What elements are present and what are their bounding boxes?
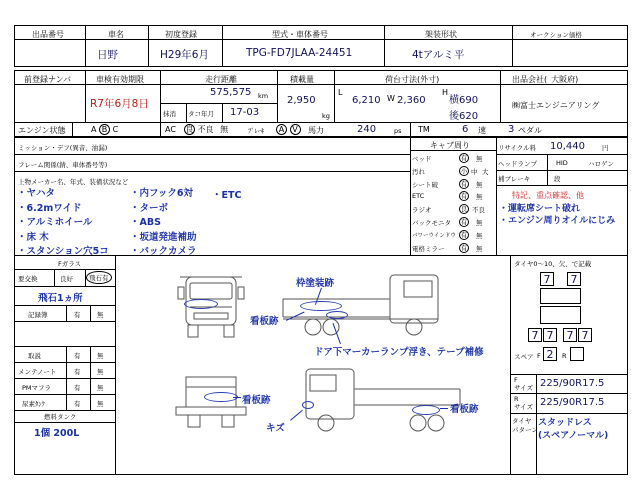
L-value: 6,210 <box>352 95 381 106</box>
record-opt: 無 <box>97 368 104 376</box>
spare-R-value <box>570 347 584 361</box>
R-size-label: R サイズ <box>514 395 533 411</box>
cab-opt: 無 <box>476 244 483 253</box>
cab-label: パワーウインドウ <box>412 232 456 239</box>
equip-item: ・バックカメラ <box>130 246 197 257</box>
subbrake-value: 段 <box>554 175 561 183</box>
spare-label: スペア <box>514 353 534 361</box>
fglass-label: Fガラス <box>58 260 82 268</box>
model-label: 型式・車体番号 <box>272 30 328 39</box>
record-opt: 無 <box>97 311 104 319</box>
H-side-value: 横690 <box>449 95 479 106</box>
cab-label: ラジオ <box>412 206 432 215</box>
W-label: W <box>387 94 395 103</box>
cab-opt: 無 <box>476 193 483 202</box>
equip-item: ・ABS <box>130 217 161 228</box>
equip-item: ・内フック6対 <box>130 188 193 199</box>
cab-row <box>412 242 496 255</box>
engine-label: エンジン状態 <box>18 126 66 135</box>
record-opt: 有 <box>74 368 81 376</box>
damage-frame-paint: 枠塗装跡 <box>296 278 335 289</box>
tire-rear-3: 7 <box>563 328 577 342</box>
tacho-label2: タコ年月 <box>188 110 214 118</box>
prev-plate-label: 前登録ナンバ <box>24 75 72 84</box>
damage-mark <box>302 401 314 409</box>
R-size-value: 225/90R17.5 <box>540 397 605 408</box>
cab-label: バックモニタ <box>412 218 451 227</box>
cab-row <box>412 203 496 216</box>
equipment-col2 <box>130 187 197 260</box>
damage-mark <box>184 299 218 309</box>
cab-value: 有 <box>460 230 468 239</box>
glass-good: 良好 <box>60 275 73 283</box>
record-opt: 有 <box>74 400 81 408</box>
equip-item: ・ターボ <box>130 202 169 214</box>
cab-row <box>412 216 496 229</box>
seller-region: 大阪府 <box>551 75 576 84</box>
engine-grades <box>91 124 118 135</box>
headlamp-label: ヘッドランプ <box>498 160 537 168</box>
auction-price-label: オークション価格 <box>530 31 582 39</box>
ac-opt-good: 良 <box>185 125 194 134</box>
cab-title: キャブ周り <box>430 141 470 150</box>
spare-F-value: 2 <box>543 347 557 361</box>
engine-grade-a: A <box>91 125 97 134</box>
cab-opt: 不良 <box>472 206 485 215</box>
damage-sign-upper: 看板跡 <box>250 316 279 327</box>
body-label: 架装形状 <box>425 30 457 39</box>
damage-mark <box>300 301 342 311</box>
record-opt: 無 <box>97 384 104 392</box>
equipment-col3 <box>212 187 241 201</box>
cab-list <box>412 152 496 254</box>
cab-label: ベッド <box>412 155 432 163</box>
equip-item: ・スタンション穴5コ <box>17 246 109 257</box>
F-size-label: F サイズ <box>514 376 533 392</box>
load-unit: kg <box>322 112 330 120</box>
maker-value: 日野 <box>97 49 118 61</box>
equip-item: ・アルミホイール <box>17 217 93 228</box>
truck-diagrams <box>118 257 510 475</box>
cab-opt: 中 <box>471 167 478 176</box>
subbrake-label: 補ブレーキ <box>498 175 531 183</box>
equipment-col1 <box>17 187 109 260</box>
tire-rear-1: 7 <box>528 328 542 342</box>
tire-rear-4: 7 <box>578 328 592 342</box>
maker-label: 車名 <box>108 30 124 39</box>
load-value: 2,950 <box>287 95 316 106</box>
record-label: 取説 <box>28 352 41 360</box>
damage-arrow <box>233 397 241 398</box>
equipment-heading: 上物メーカー名、年式、装備状況など <box>18 178 129 186</box>
engine-grade-c: C <box>112 125 119 134</box>
record-label: メンテノート <box>18 368 57 376</box>
recycle-value: 10,440 <box>550 141 585 152</box>
seller-label <box>512 74 578 85</box>
tm-value: 6 <box>462 124 469 135</box>
damage-sign-left: 看板跡 <box>242 395 271 406</box>
tm-label: TM <box>418 125 430 134</box>
spare-F-label: F <box>537 352 541 360</box>
body-value: 4tアルミ平 <box>412 49 465 61</box>
recycle-unit: 円 <box>602 144 609 152</box>
cab-row <box>412 152 496 165</box>
damage-mark <box>326 311 348 319</box>
model-value: TPG-FD7JLAA-24451 <box>246 47 353 59</box>
glass-note: 飛石1ヵ所 <box>38 293 83 304</box>
record-opt: 有 <box>74 384 81 392</box>
cab-opt: 無 <box>476 231 483 240</box>
notes-list <box>499 203 615 227</box>
cab-label: 汚れ <box>412 167 425 176</box>
tire-title: タイヤ0〜10、欠、で記載 <box>514 260 592 268</box>
record-label: PMマフラ <box>22 384 52 392</box>
brake-opt-a: A <box>276 124 287 135</box>
equip-item: ・ETC <box>212 190 242 201</box>
cab-value: 良 <box>460 205 468 214</box>
equip-item: ・坂道発進補助 <box>130 231 197 243</box>
note-item: ・エンジン周りオイルにじみ <box>499 216 616 226</box>
ac-opt-bad: 不良 <box>197 125 214 134</box>
truck-side2-view <box>306 369 460 431</box>
tire-body-frame <box>540 306 581 324</box>
cab-opt: 無 <box>476 218 483 227</box>
cab-label: 電格ミラー <box>412 244 445 253</box>
power-label: 馬力 <box>308 126 324 135</box>
ac-label: AC <box>165 125 176 134</box>
cab-opt: 無 <box>476 180 483 189</box>
pattern-value-2: (スペアノーマル) <box>538 431 609 441</box>
cab-opt: 大 <box>482 167 489 176</box>
mileage-value: 575,575 <box>210 87 252 98</box>
pedal-value: 3 <box>508 124 515 135</box>
L-label: L <box>338 88 343 97</box>
cab-value: 有 <box>460 154 468 162</box>
equip-item: ・床 木 <box>17 231 49 243</box>
truck-rear-view <box>176 377 246 427</box>
record-opt: 無 <box>97 400 104 408</box>
cab-value: 小 <box>460 166 468 175</box>
cab-row <box>412 190 496 203</box>
recycle-label: リサイクル料 <box>498 144 537 152</box>
brake-label: ﾌﾞﾚｰｷ <box>248 127 265 135</box>
damage-door-note: ドア下マーカーランプ浮き、テープ補修 <box>314 347 484 358</box>
cargo-dims-label: 荷台寸法(外寸) <box>385 75 440 84</box>
tacho-value: 17-03 <box>230 107 260 118</box>
first-reg-label: 初度登録 <box>165 30 197 39</box>
ac-options <box>184 124 228 135</box>
inspection-value: R7年6月8日 <box>90 98 149 110</box>
pedal-unit: ペダル <box>518 126 542 135</box>
tm-unit: 速 <box>478 126 486 135</box>
H-rear-value: 後620 <box>449 111 479 122</box>
cab-label: シート破 <box>412 180 438 189</box>
mileage-label: 走行距離 <box>205 75 237 84</box>
record-opt: 有 <box>74 311 81 319</box>
load-label: 積載量 <box>290 75 314 84</box>
mission-label: ミッション・デフ(異音、油漏) <box>18 144 108 152</box>
damage-arrow <box>440 408 448 409</box>
H-label: H <box>442 88 449 97</box>
cab-opt: 無 <box>476 155 483 163</box>
first-reg-value: H29年6月 <box>160 49 209 61</box>
mileage-unit: km <box>258 92 269 100</box>
cab-value: 有 <box>460 243 468 252</box>
brake-options <box>276 124 301 135</box>
tacho-label1: 抹消 <box>163 110 176 118</box>
headlamp-hid: HID <box>556 159 568 167</box>
record-label: 記録簿 <box>28 311 48 319</box>
damage-sign-right: 看板跡 <box>450 404 479 415</box>
headlamp-halogen: ハロゲン <box>588 160 614 168</box>
tire-front-left: 7 <box>540 272 554 286</box>
spare-R-label: R <box>562 352 567 360</box>
glass-chip: 飛石有 <box>86 271 112 284</box>
cab-label: ETC <box>412 192 425 201</box>
pattern-label: タイヤ パターン <box>512 417 538 434</box>
power-value: 240 <box>357 124 377 135</box>
engine-grade-b: B <box>99 124 110 135</box>
cab-value: 有 <box>460 179 468 188</box>
power-unit: ps <box>394 127 402 135</box>
cab-row <box>412 165 496 178</box>
pattern-value-1: スタッドレス <box>538 418 592 428</box>
cab-value: 有 <box>460 217 468 226</box>
tire-rear-2: 7 <box>543 328 557 342</box>
tire-front-right: 7 <box>567 272 581 286</box>
W-value: 2,360 <box>397 95 426 106</box>
damage-scratch: キズ <box>266 423 285 434</box>
fuel-value: 1個 200L <box>34 428 80 439</box>
seller-label-close: ) <box>575 75 579 84</box>
seller-value: ㈱富士エンジニアリング <box>512 101 600 110</box>
cab-row <box>412 229 496 242</box>
glass-replace: 要交換 <box>18 275 38 283</box>
notes-title: 特記、重点確認、他 <box>512 191 584 200</box>
seller-label-text: 出品会社( <box>512 75 548 84</box>
tire-front-axle <box>540 288 581 304</box>
cab-row <box>412 178 496 191</box>
record-label: 尿素ﾀﾝｸ <box>22 400 45 408</box>
cab-value: 有 <box>460 192 468 201</box>
brake-opt-v: V <box>290 124 301 135</box>
record-opt: 無 <box>97 352 104 360</box>
fuel-label: 燃料タンク <box>44 413 77 421</box>
equip-item: ・6.2mワイド <box>17 202 82 214</box>
note-item: ・運転席シート破れ <box>499 204 581 214</box>
lot-label: 出品番号 <box>32 30 64 39</box>
record-opt: 有 <box>74 352 81 360</box>
F-size-value: 225/90R17.5 <box>540 378 605 389</box>
ac-opt-none: 無 <box>220 125 229 134</box>
frame-label: フレーム関係(錆、車体番号等) <box>18 161 108 169</box>
equip-item: ・ヤハタ <box>17 188 56 199</box>
damage-mark <box>412 405 440 415</box>
inspection-label: 車検有効期限 <box>96 75 144 84</box>
